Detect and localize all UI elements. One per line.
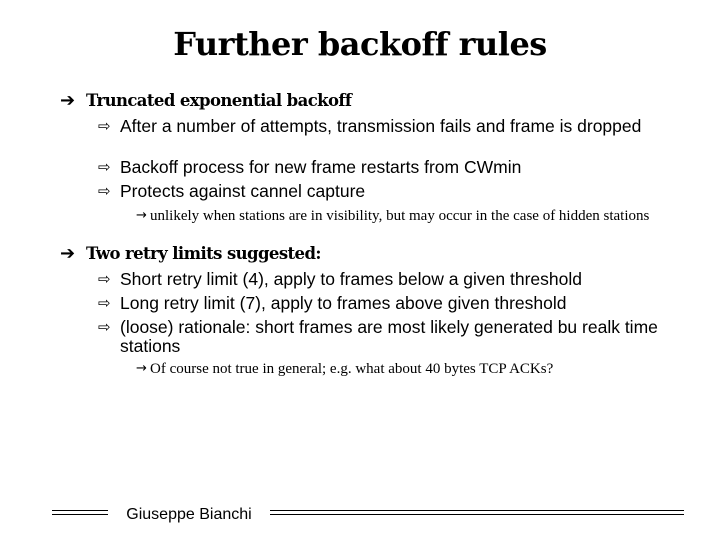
footer-rule-left-bottom	[52, 514, 108, 515]
bullet-text: Truncated exponential backoff	[86, 91, 352, 110]
hollow-arrow-bullet-icon: ⇨	[98, 117, 111, 135]
slide-title: Further backoff rules	[173, 25, 547, 63]
bullet-retry-limits	[60, 243, 321, 265]
sub-bullet-capture	[98, 182, 678, 201]
note-tcp-acks	[136, 361, 656, 377]
sub-bullet-rationale	[98, 318, 678, 356]
note-text: Of course not true in general; e.g. what about 40 bytes TCP ACKs?	[150, 361, 554, 377]
sub-bullet-text: After a number of attempts, transmission fails and frame is dropped	[120, 116, 642, 136]
bullet-truncated-backoff	[60, 90, 351, 112]
sub-bullet-long-retry	[98, 294, 678, 313]
footer-rule-right-bottom	[270, 514, 684, 515]
sub-bullet-restart	[98, 158, 678, 177]
footer-author: Giuseppe Bianchi	[126, 506, 252, 523]
sub-bullet-text: Backoff process for new frame restarts from CWmin	[120, 157, 522, 177]
small-arrow-icon: →	[136, 361, 147, 376]
sub-bullet-text: Long retry limit (7), apply to frames above given threshold	[120, 293, 567, 313]
hollow-arrow-bullet-icon: ⇨	[98, 318, 111, 336]
note-hidden-stations	[136, 208, 656, 224]
note-text: unlikely when stations are in visibility, but may occur in the case of hidden stations	[150, 208, 650, 224]
footer-rule-left-top	[52, 510, 108, 511]
hollow-arrow-bullet-icon: ⇨	[98, 294, 111, 312]
sub-bullet-text: Short retry limit (4), apply to frames below a given threshold	[120, 269, 582, 289]
small-arrow-icon: →	[136, 208, 147, 223]
arrow-bullet-icon: ➔	[60, 90, 75, 111]
sub-bullet-short-retry	[98, 270, 678, 289]
sub-bullet-text: Protects against cannel capture	[120, 181, 366, 201]
sub-bullet-text: (loose) rationale: short frames are most likely generated bu realk time stations	[120, 317, 658, 356]
sub-bullet-attempts	[98, 117, 678, 136]
arrow-bullet-icon: ➔	[60, 243, 75, 264]
hollow-arrow-bullet-icon: ⇨	[98, 182, 111, 200]
hollow-arrow-bullet-icon: ⇨	[98, 158, 111, 176]
footer-rule-right-top	[270, 510, 684, 511]
bullet-text: Two retry limits suggested:	[86, 244, 321, 263]
hollow-arrow-bullet-icon: ⇨	[98, 270, 111, 288]
